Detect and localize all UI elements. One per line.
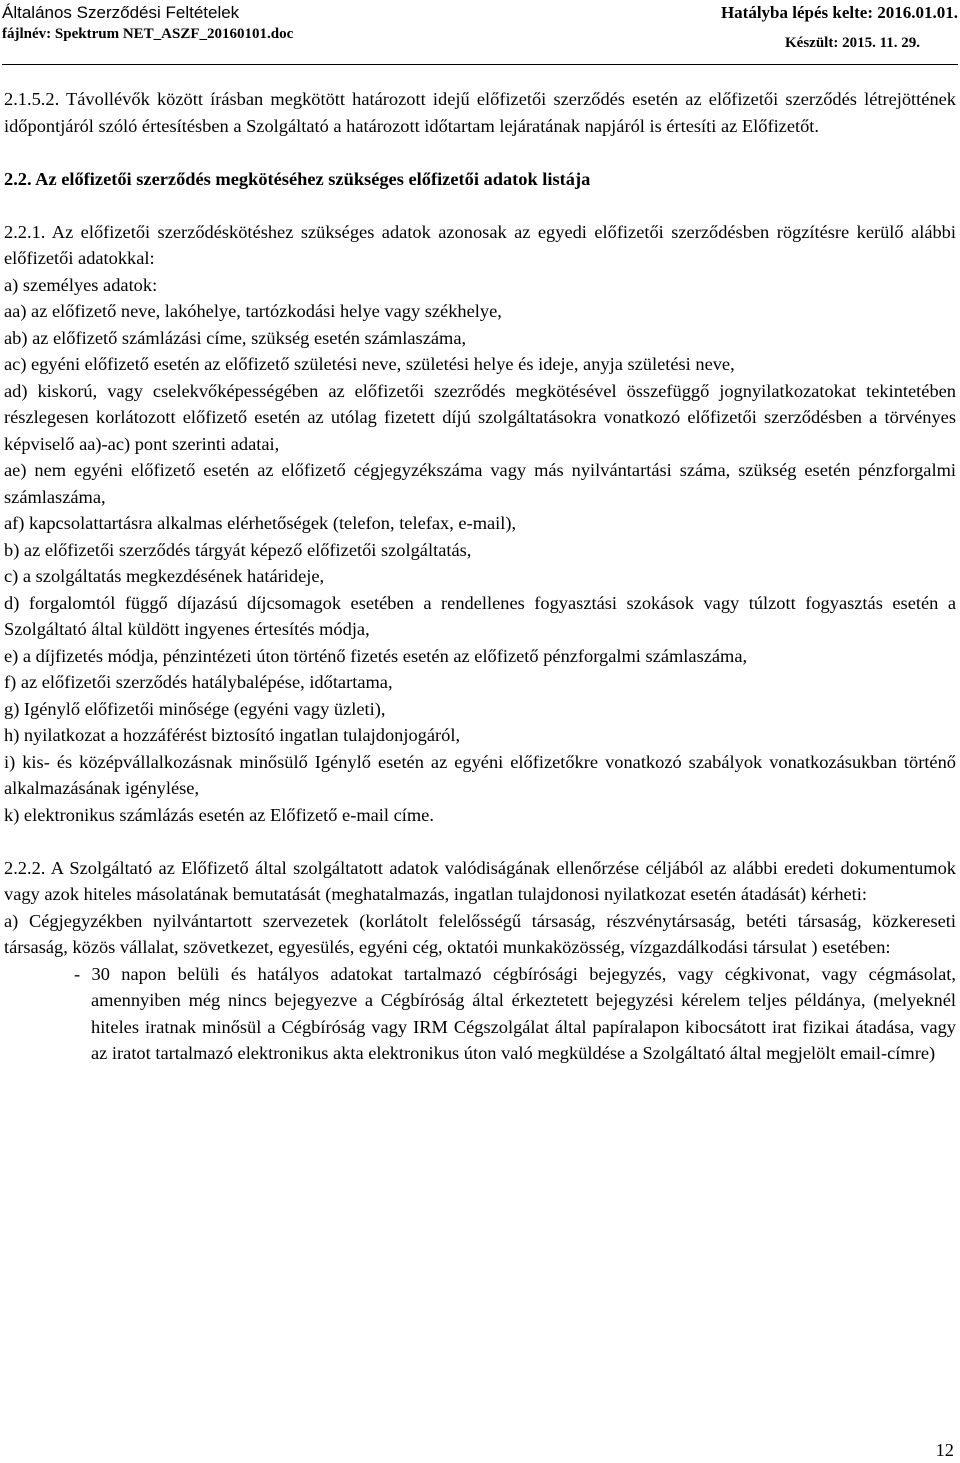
list-item-ab: ab) az előfizető számlázási címe, szükség esetén számlaszáma, (4, 327, 467, 348)
paragraph-2-1-5-2: 2.1.5.2. Távollévők között írásban megkötött határozott idejű előfizetői szerződés esetén az előfizetői szerződés létrejöttének időpontjáról szóló értesítésben a Szolgáltató a határozott időtartam lejáratának napjáról is értesíti az Előfizetőt. (4, 89, 956, 136)
list-item-g: g) Igénylő előfizetői minősége (egyéni vagy üzleti), (4, 698, 386, 719)
bullet-item: - 30 napon belüli és hatályos adatokat tartalmazó cégbírósági bejegyzés, vagy cégkivonat, vagy cégmásolat, amennyiben még nincs bejegyezve a Cégbíróság által érkeztetett bejegyzési kérelem teljes példánya, (melyeknél hiteles iratnak minősül a Cégbíróság vagy IRM Cégszolgálat által papíralapon kibocsátott irat fizikai átadása, vagy az iratot tartalmazó elektronikus akta elektronikus úton való megküldése a Szolgáltató által megjelölt email-címre) (74, 963, 956, 1063)
list-item-af: af) kapcsolattartásra alkalmas elérhetőségek (telefon, telefax, e-mail), (4, 513, 517, 533)
list-item-ae: ae) nem egyéni előfizető esetén az előfizető cégjegyzékszáma vagy más nyilvántartási száma, szükség esetén pénzforgalmi számlaszáma, (4, 460, 956, 507)
document-title: Általános Szerződési Feltételek (2, 3, 240, 22)
list-item-aa: aa) az előfizető neve, lakóhelye, tartózkodási helye vagy székhelye, (4, 301, 502, 321)
list-item-i: i) kis- és középvállalkozásnak minősülő Igénylő esetén az egyéni előfizetőkre vonatkozó szabályok vonatkozásukban történő alkalmazásának igénylése, (4, 751, 956, 798)
list-item-ac: ac) egyéni előfizető esetén az előfizető születési neve, születési helye és ideje, anyja születési neve, (4, 354, 735, 374)
page-header (2, 0, 958, 66)
spacer (4, 192, 956, 219)
list-item-e: e) a díjfizetés módja, pénzintézeti úton történő fizetés esetén az előfizető pénzforgalmi számlaszáma, (4, 645, 748, 666)
page-number: 12 (935, 1440, 954, 1460)
spacer (4, 828, 956, 855)
list-item-c: c) a szolgáltatás megkezdésének határideje, (4, 566, 325, 586)
list-item-d: d) forgalomtól függő díjazású díjcsomagok esetében a rendellenes fogyasztási szokások vagy túlzott fogyasztás esetén a Szolgáltató által küldött ingyenes értesítés módja, (4, 592, 956, 639)
effective-date: Hatályba lépés kelte: 2016.01.01. (720, 3, 958, 22)
header-left (2, 2, 293, 44)
created-date: Készült: 2015. 11. 29. (785, 35, 920, 51)
list-item-a: a) személyes adatok: (4, 274, 158, 295)
list-item-ad: ad) kiskorú, vagy cselekvőképességében az előfizetői szezrődés megkötésével összefüggő jognyilatkozatokat tekintetében részlegesen korlátozott előfizető esetén az utólag fizetett díjú szolgáltatásokra vonatkozó előfizetői szerződésben a törvényes képviselő aa)-ac) pont szerinti adatai, (4, 380, 956, 454)
paragraph-2-2-2: 2.2.2. A Szolgáltató az Előfizető által szolgáltatott adatok valódiságának ellenőrzése céljából az alábbi eredeti dokumentumok vagy azok hiteles másolatának bemutatását (meghatalmazás, ingatlan tulajdonosi nyilatkozat esetén átadását) kérheti: (4, 857, 956, 904)
list-item-k: k) elektronikus számlázás esetén az Előfizető e-mail címe. (4, 804, 434, 825)
section-heading-2-2: 2.2. Az előfizetői szerződés megkötéséhez szükséges előfizetői adatok listája (4, 168, 591, 189)
spacer (4, 139, 956, 166)
list-item-b: b) az előfizetői szerződés tárgyát képező előfizetői szolgáltatás, (4, 539, 472, 560)
header-divider (2, 64, 958, 65)
list-item-f: f) az előfizetői szerződés hatálybalépése, időtartama, (4, 672, 393, 692)
document-body (4, 86, 956, 1067)
header-right (721, 2, 958, 53)
list-item-h: h) nyilatkozat a hozzáférést biztosító ingatlan tulajdonjogáról, (4, 725, 461, 745)
file-name: fájlnév: Spektrum NET_ASZF_20160101.doc (2, 26, 294, 42)
paragraph-2-2-2-a: a) Cégjegyzékben nyilvántartott szervezetek (korlátolt felelősségű társaság, részvénytársaság, betéti társaság, közkereseti társaság, közös vállalat, szövetkezet, egyesülés, egyéni cég, oktatói munkaközösség, vízgazdálkodási társulat ) esetében: (4, 910, 956, 957)
paragraph-2-2-1: 2.2.1. Az előfizetői szerződéskötéshez szükséges adatok azonosak az egyedi előfizetői szerződésben rögzítésre kerülő alábbi előfizetői adatokkal: (4, 221, 956, 268)
